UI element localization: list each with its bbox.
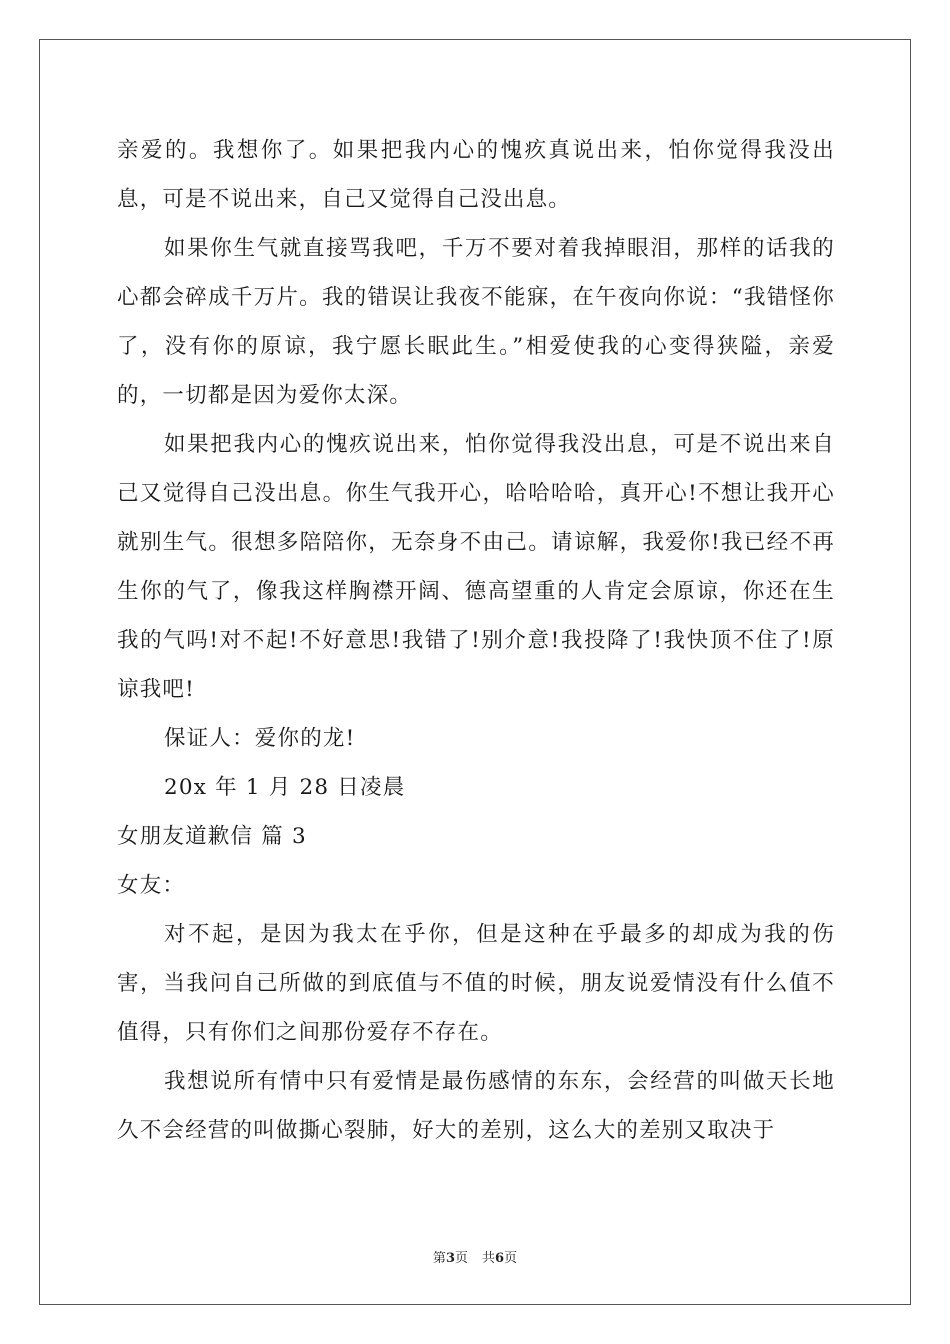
page-number: 3 xyxy=(445,1251,455,1266)
total-suffix: 页 xyxy=(504,1251,518,1266)
paragraph-5: 我想说所有情中只有爱情是最伤感情的东东，会经营的叫做天长地久不会经营的叫做撕心裂肺，好大的差别，这么大的差别又取决于 xyxy=(117,1069,835,1143)
paragraph-2: 如果你生气就直接骂我吧，千万不要对着我掉眼泪，那样的话我的心都会碎成千万片。我的错误让我夜不能寐，在午夜向你说：“我错怪你了，没有你的原谅，我宁愿长眠此生。”相爱使我的心变得狭隘，亲爱的，一切都是因为爱你太深。 xyxy=(117,236,835,408)
paragraph-3: 如果把我内心的愧疚说出来，怕你觉得我没出息，可是不说出来自己又觉得自己没出息。你生气我开心，哈哈哈哈，真开心!不想让我开心就别生气。很想多陪陪你，无奈身不由己。请谅解，我爱你!我已经不再生你的气了，像我这样胸襟开阔、德高望重的人肯定会原谅，你还在生我的气吗!对不起!不好意思!我错了!别介意!我投降了!我快顶不住了!原谅我吧! xyxy=(117,432,835,702)
total-pages: 6 xyxy=(495,1251,505,1266)
section-heading: 女朋友道歉信 篇 3 xyxy=(117,824,307,849)
paragraph-4: 对不起，是因为我太在乎你，但是这种在乎最多的却成为我的伤害，当我问自己所做的到底值与不值的时候，朋友说爱情没有什么值不值得，只有你们之间那份爱存不存在。 xyxy=(117,922,835,1045)
page-suffix: 页 xyxy=(454,1251,468,1266)
document-body xyxy=(117,126,835,1155)
page-footer xyxy=(0,1247,950,1266)
total-prefix: 共 xyxy=(482,1251,496,1266)
page-prefix: 第 xyxy=(432,1251,446,1266)
date-line: 20x 年 1 月 28 日凌晨 xyxy=(164,775,406,800)
paragraph-1: 亲爱的。我想你了。如果把我内心的愧疚真说出来，怕你觉得我没出息，可是不说出来，自己又觉得自己没出息。 xyxy=(117,138,835,212)
signature-line: 保证人：爱你的龙! xyxy=(164,726,356,751)
salutation: 女友： xyxy=(117,873,186,898)
